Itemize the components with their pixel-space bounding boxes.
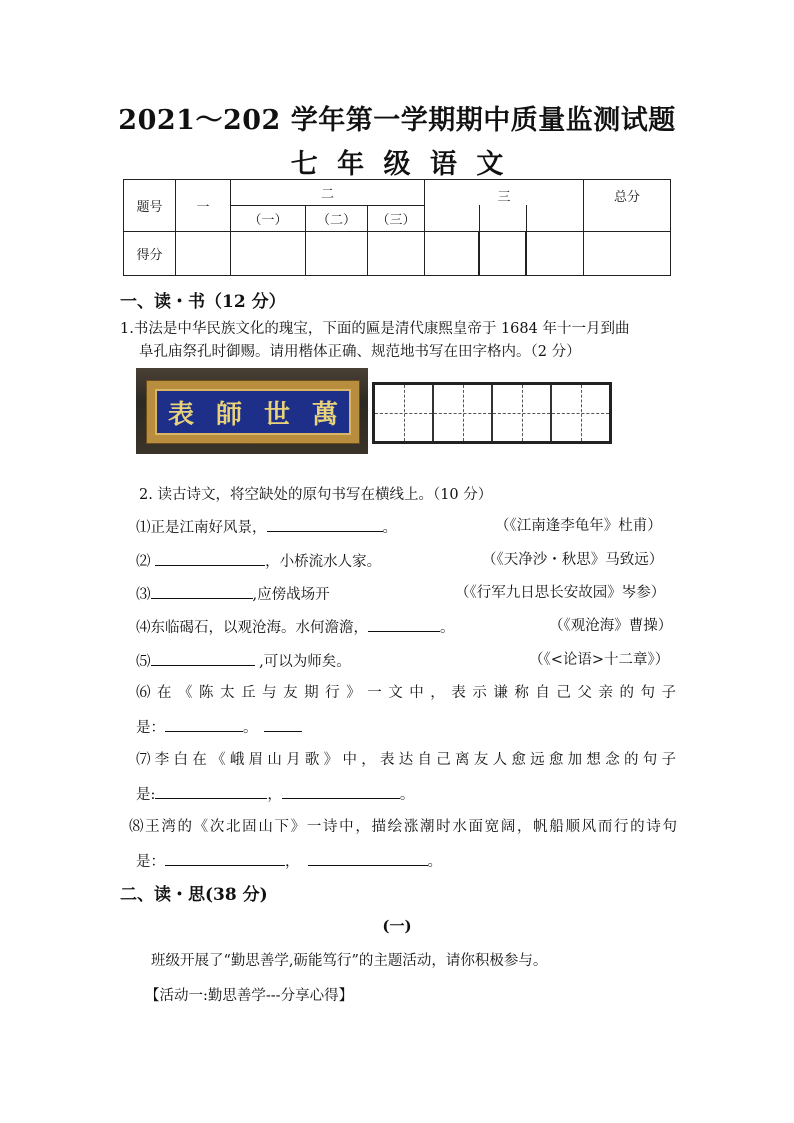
exam-title: 2021～202 学年第一学期期中质量监测试题: [118, 105, 676, 136]
answer-blank[interactable]: [264, 715, 302, 732]
q2-item-3-source: （《行军九日思长安故园》岑参）: [455, 585, 666, 601]
row-defen-label: 得分: [124, 232, 176, 276]
header-sub-1: （一）: [231, 206, 306, 232]
score-cell[interactable]: [479, 232, 526, 276]
q2-intro: 2. 读古诗文，将空缺处的原句书写在横线上。（10 分）: [139, 487, 493, 503]
section2-part-label: (一): [382, 917, 412, 935]
q2-item-7-line1: ⑺李白在《峨眉山月歌》中，表达自己离友人愈远愈加想念的句子: [136, 752, 676, 768]
q2-item-5: ⑸ ,可以为师矣。: [136, 649, 351, 673]
q2-item-2: ⑵ ，小桥流水人家。: [136, 549, 381, 573]
header-part-1: 一: [176, 180, 231, 232]
score-cell[interactable]: [231, 232, 306, 276]
score-cell[interactable]: [176, 232, 231, 276]
plaque-char: 萬: [311, 399, 338, 430]
section2-heading: 二、读・思(38 分): [120, 885, 268, 905]
tianzige-cell[interactable]: [493, 385, 552, 441]
plaque-char: 師: [215, 399, 242, 430]
q2-item-3: ⑶ ,应傍战场开: [136, 582, 330, 606]
imperial-plaque-image: [136, 368, 368, 454]
plaque-char: 表: [167, 399, 194, 430]
q2-item-7-line2: 是: ， 。: [136, 782, 414, 806]
answer-blank[interactable]: [165, 849, 285, 866]
score-cell[interactable]: [584, 232, 671, 276]
answer-blank[interactable]: [282, 782, 400, 799]
table-divider: [479, 205, 480, 275]
answer-blank[interactable]: [267, 515, 383, 532]
q2-item-4-source: （《观沧海》曹操）: [549, 618, 673, 634]
q2-item-8-line2: 是： ， 。: [136, 849, 442, 873]
q2-item-8-line1: ⑻王湾的《次北固山下》一诗中，描绘涨潮时水面宽阔，帆船顺风而行的诗句: [129, 819, 677, 835]
q2-item-6-line1: ⑹在《陈太丘与友期行》一文中，表示谦称自己父亲的句子: [136, 685, 676, 701]
q2-item-2-source: （《天净沙・秋思》马致远）: [482, 552, 664, 568]
answer-blank[interactable]: [368, 615, 440, 632]
plaque-char: 世: [263, 399, 290, 430]
section2-intro: 班级开展了“勤思善学,砺能笃行”的主题活动，请你积极参与。: [151, 953, 548, 969]
score-cell[interactable]: [526, 232, 584, 276]
header-sub-2: （二）: [306, 206, 368, 232]
tianzige-grid[interactable]: [372, 382, 612, 444]
q2-item-5-source: （《<论语>十二章》）: [529, 652, 670, 668]
table-divider: [526, 205, 527, 275]
header-tihao: 题号: [124, 180, 176, 232]
subtitle-char: 年: [337, 149, 365, 180]
tianzige-cell[interactable]: [434, 385, 493, 441]
answer-blank[interactable]: [308, 849, 428, 866]
q2-item-1-source: （《江南逢李龟年》杜甫）: [495, 518, 662, 534]
answer-blank[interactable]: [155, 549, 265, 566]
header-part-3: 三: [425, 180, 584, 232]
score-cell[interactable]: [306, 232, 368, 276]
q1-line2: 阜孔庙祭孔时御赐。请用楷体正确、规范地书写在田字格内。（2 分）: [139, 344, 581, 360]
section1-heading: 一、读・书（12 分）: [120, 292, 286, 312]
exam-subtitle: [0, 142, 794, 181]
q2-item-4: ⑷东临碣石，以观沧海。水何澹澹， 。: [136, 615, 455, 639]
subtitle-char: 文: [476, 149, 504, 180]
answer-blank[interactable]: [165, 715, 243, 732]
subtitle-char: 语: [429, 149, 457, 180]
tianzige-cell[interactable]: [552, 385, 609, 441]
activity-1-heading: 【活动一:勤思善学---分享心得】: [145, 988, 354, 1004]
header-sub-3: （三）: [368, 206, 425, 232]
subtitle-char: 级: [383, 149, 411, 180]
answer-blank[interactable]: [151, 649, 255, 666]
answer-blank[interactable]: [155, 782, 267, 799]
score-cell[interactable]: [368, 232, 425, 276]
subtitle-char: 七: [290, 149, 318, 180]
score-table: [123, 179, 671, 276]
header-part-2: 二: [231, 180, 425, 206]
header-total: 总分: [584, 180, 671, 232]
tianzige-cell[interactable]: [375, 385, 434, 441]
q1-line1: 1.书法是中华民族文化的瑰宝，下面的匾是清代康熙皇帝于 1684 年十一月到曲: [120, 321, 630, 337]
score-cell[interactable]: [425, 232, 479, 276]
answer-blank[interactable]: [151, 582, 253, 599]
q2-item-1: ⑴正是江南好风景， 。: [136, 515, 397, 539]
q2-item-6-line2: 是： 。: [136, 715, 302, 739]
